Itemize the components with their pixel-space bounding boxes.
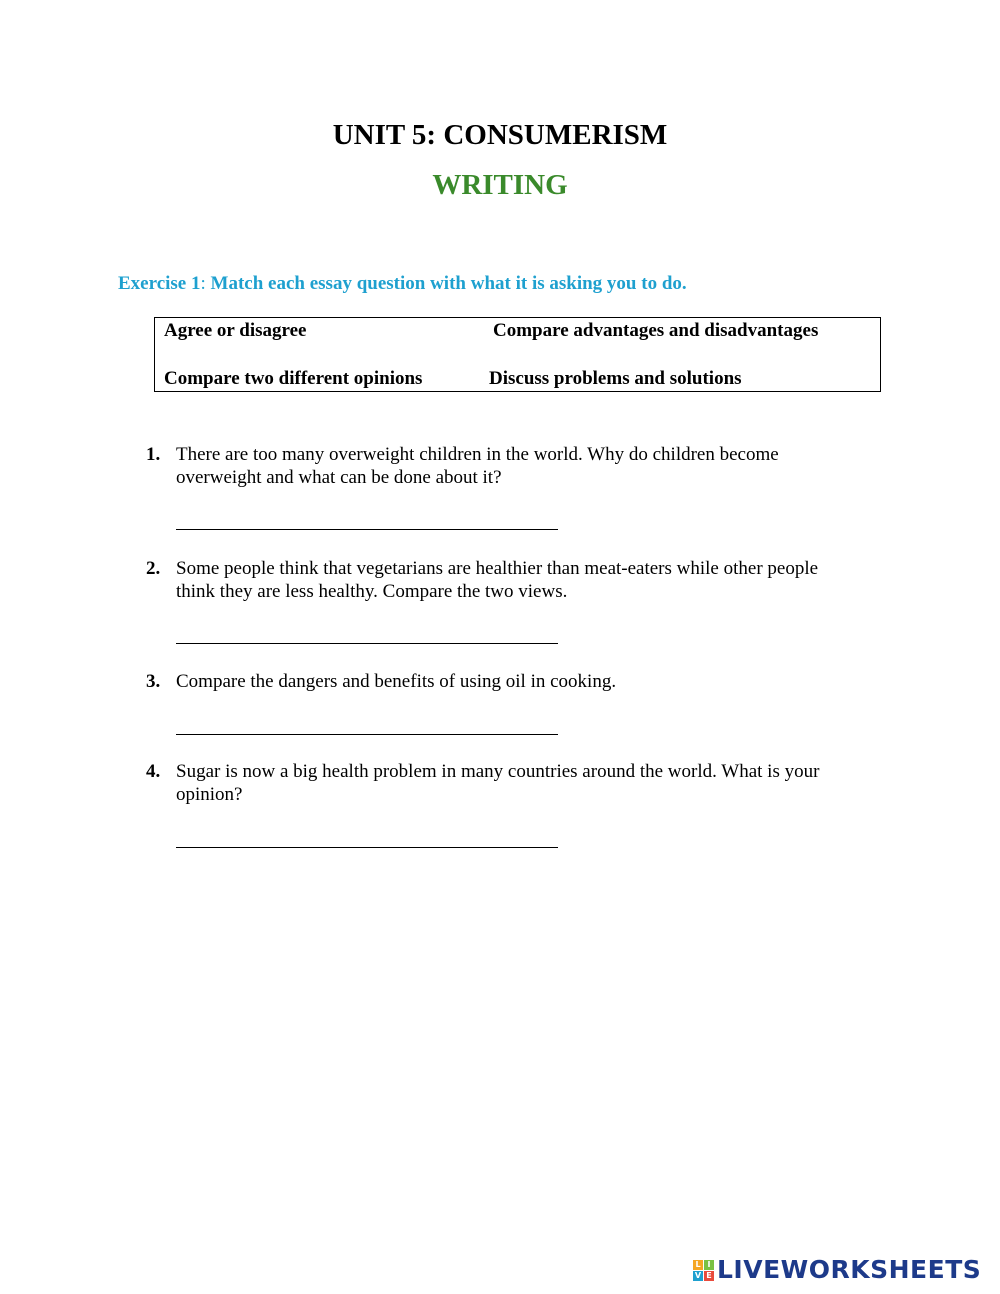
logo-letter: I xyxy=(704,1260,714,1270)
question-text: Compare the dangers and benefits of using oil in cooking. xyxy=(176,671,617,692)
question-number: 1. xyxy=(146,444,161,465)
liveworksheets-brand xyxy=(693,1255,981,1285)
exercise-label: Exercise 1 xyxy=(118,273,201,294)
exercise-heading xyxy=(118,272,687,296)
answer-line-2[interactable] xyxy=(176,643,558,644)
logo-letter: E xyxy=(704,1271,714,1281)
answer-line-4[interactable] xyxy=(176,847,558,848)
logo-letter: V xyxy=(694,1270,702,1280)
brand-name: LIVEWORKSHEETS xyxy=(717,1255,982,1284)
option-compare-advantages: Compare advantages and disadvantages xyxy=(493,320,819,341)
question-number: 4. xyxy=(146,761,161,782)
question-text: Some people think that vegetarians are healthier than meat-eaters while other people think they are less healthy. Compare the two views. xyxy=(176,558,819,602)
answer-line-1[interactable] xyxy=(176,529,558,530)
exercise-instruction: Match each essay question with what it is asking you to do. xyxy=(205,273,687,294)
question-number: 3. xyxy=(146,671,161,692)
question-number: 2. xyxy=(146,558,161,579)
unit-title: UNIT 5: CONSUMERISM xyxy=(332,119,668,151)
question-text: Sugar is now a big health problem in many countries around the world. What is your opinion? xyxy=(176,761,820,805)
answer-line-3[interactable] xyxy=(176,734,558,735)
option-compare-opinions: Compare two different opinions xyxy=(164,368,423,389)
option-problems-solutions: Discuss problems and solutions xyxy=(489,368,742,389)
logo-letter: L xyxy=(693,1260,703,1270)
question-text: There are too many overweight children in the world. Why do children become overweight and what can be done about it? xyxy=(176,444,779,488)
section-title: WRITING xyxy=(432,169,568,201)
liveworksheets-logo-icon xyxy=(693,1260,714,1281)
options-box xyxy=(154,317,881,392)
option-agree-or-disagree: Agree or disagree xyxy=(164,320,307,341)
exercise-colon: : xyxy=(200,273,206,294)
